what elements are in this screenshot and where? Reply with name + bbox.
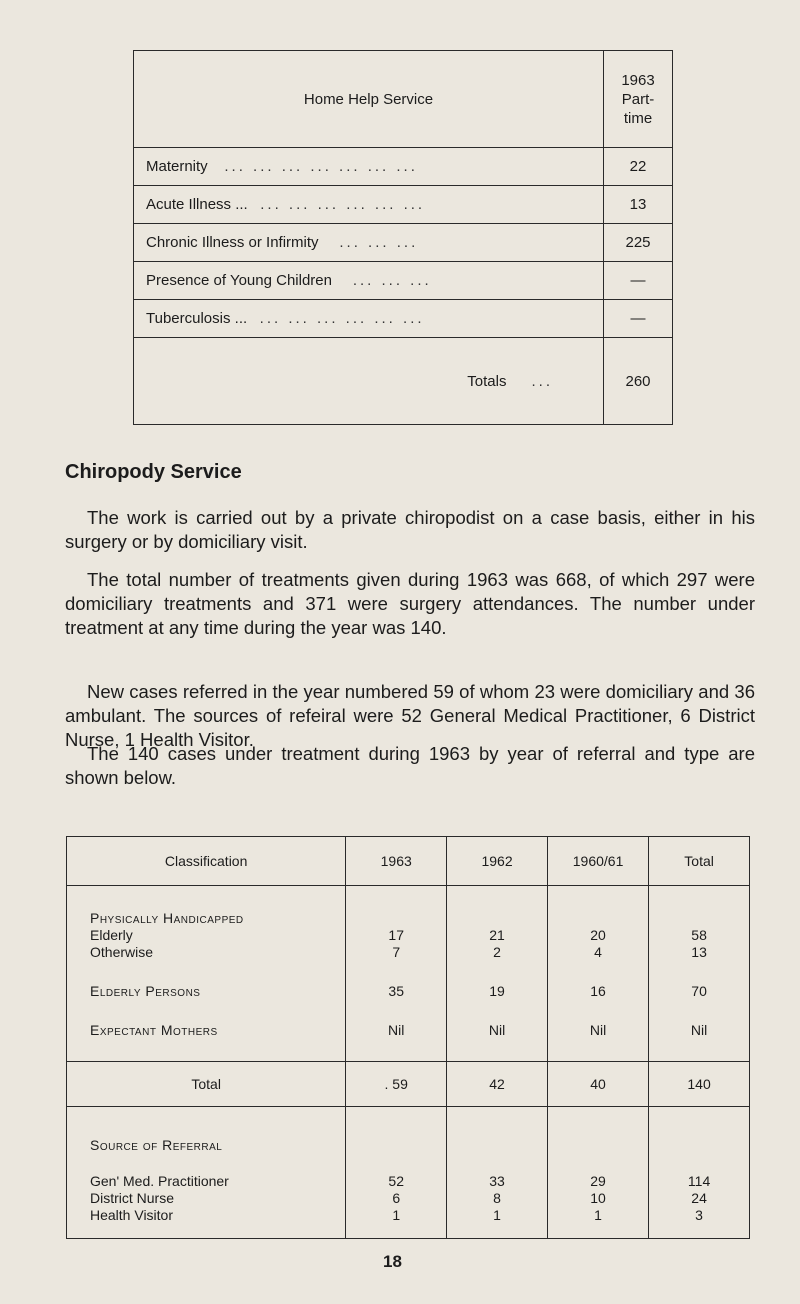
cell: 7 (392, 944, 401, 960)
totals-value: 260 (604, 338, 673, 425)
table-header-row (67, 837, 750, 886)
cell: 140 (649, 1062, 750, 1107)
table-row (134, 262, 673, 300)
cell: Nil (690, 1022, 708, 1038)
row-label: Elderly Persons (90, 983, 201, 999)
referral-body-row (67, 1107, 750, 1239)
leader-dots: ... ... ... (339, 234, 419, 251)
section-heading: Chiropody Service (65, 461, 242, 483)
classification-table (66, 836, 750, 1239)
column-header: Total (649, 837, 750, 886)
row-value: 225 (604, 224, 673, 262)
row-label (134, 148, 604, 186)
cell: 10 (590, 1190, 606, 1206)
table-row (134, 148, 673, 186)
cell: 4 (594, 944, 602, 960)
row-label-text: Chronic Illness or Infirmity (146, 234, 319, 251)
table-row (134, 186, 673, 224)
cell: 114 (687, 1173, 711, 1189)
row-label (134, 186, 604, 224)
col-1963 (346, 886, 447, 1062)
group-label: Physically Handicapped (90, 910, 244, 926)
header-parttime-1: Part- (621, 90, 655, 108)
column-header: 1962 (447, 837, 548, 886)
cell: 1 (493, 1207, 501, 1223)
row-label (134, 262, 604, 300)
home-help-header-row (134, 51, 673, 148)
cell: 1 (594, 1207, 602, 1223)
cell: 35 (388, 983, 404, 999)
cell: 2 (493, 944, 501, 960)
cell: 19 (489, 983, 505, 999)
cell: 21 (489, 927, 505, 943)
table-row (134, 224, 673, 262)
totals-label-text: Totals (467, 372, 507, 390)
col-1962 (447, 1107, 548, 1239)
classification-body-row (67, 886, 750, 1062)
cell: 16 (590, 983, 606, 999)
row-label-text: Presence of Young Children (146, 272, 332, 289)
paragraph: New cases referred in the year numbered 59 of whom 23 were domiciliary and 36 ambulant. The sources of refeiral were 52 General Medical Practitioner, 6 District Nurse, 1 Health Visitor. (65, 681, 755, 750)
cell: 52 (388, 1173, 404, 1189)
row-value: — (604, 300, 673, 338)
row-label-text: Maternity (146, 158, 208, 175)
header-parttime-2: time (623, 109, 653, 127)
totals-row (134, 338, 673, 425)
row-value: — (604, 262, 673, 300)
header-year: 1963 (621, 71, 655, 89)
leader-dots: ... ... ... ... ... ... ... (224, 158, 418, 175)
classification-labels (67, 886, 346, 1062)
row-label: Health Visitor (90, 1207, 174, 1223)
cell: 17 (388, 927, 404, 943)
row-label-text: Acute Illness ... (146, 196, 248, 213)
totals-label (134, 338, 604, 425)
leader-dots: ... (531, 372, 553, 390)
cell: 8 (493, 1190, 501, 1206)
row-label-text: Tuberculosis ... (146, 310, 248, 327)
col-1962 (447, 886, 548, 1062)
cell: Nil (388, 1022, 405, 1038)
col-total (649, 886, 750, 1062)
paragraph: The total number of treatments given during 1963 was 668, of which 297 were domiciliary treatments and 371 were surgery attendances. The number under treatment at any time during the year was 140. (65, 569, 755, 638)
cell: 33 (489, 1173, 505, 1189)
col-total (649, 1107, 750, 1239)
cell: 70 (691, 983, 707, 999)
cell: Nil (488, 1022, 506, 1038)
paragraph: The work is carried out by a private chiropodist on a case basis, either in his surgery or by domiciliary visit. (65, 507, 755, 552)
referral-labels (67, 1107, 346, 1239)
total-row (67, 1062, 750, 1107)
leader-dots: ... ... ... ... ... ... (259, 310, 425, 327)
column-header: 1960/61 (547, 837, 648, 886)
page-number: 18 (383, 1252, 402, 1271)
cell: 13 (691, 944, 707, 960)
group-label: Source of Referral (90, 1137, 223, 1153)
row-label: Expectant Mothers (90, 1022, 218, 1038)
row-label (134, 300, 604, 338)
row-label: District Nurse (90, 1190, 175, 1206)
leader-dots: ... ... ... (352, 272, 432, 289)
row-label: Gen' Med. Practitioner (90, 1173, 229, 1189)
col-1960-61 (547, 1107, 648, 1239)
column-header: Classification (67, 837, 346, 886)
cell: 42 (447, 1062, 548, 1107)
paragraph: The 140 cases under treatment during 1963 by year of referral and type are shown below. (65, 743, 755, 788)
cell: 6 (392, 1190, 401, 1206)
cell: 24 (691, 1190, 707, 1206)
column-header: 1963 (346, 837, 447, 886)
col-1963 (346, 1107, 447, 1239)
home-help-table (133, 50, 673, 425)
table-row (134, 300, 673, 338)
col-1960-61 (547, 886, 648, 1062)
cell: Nil (589, 1022, 607, 1038)
cell: . 59 (346, 1062, 447, 1107)
cell: 58 (691, 927, 707, 943)
cell: 20 (590, 927, 606, 943)
row-label (134, 224, 604, 262)
home-help-header-year (604, 51, 673, 148)
cell: 29 (590, 1173, 606, 1189)
leader-dots: ... ... ... ... ... ... (260, 196, 426, 213)
row-value: 22 (604, 148, 673, 186)
home-help-header-service: Home Help Service (134, 51, 604, 148)
row-value: 13 (604, 186, 673, 224)
cell: 1 (392, 1207, 401, 1223)
total-label: Total (67, 1062, 346, 1107)
row-label: Elderly (90, 927, 133, 943)
row-label: Otherwise (90, 944, 154, 960)
cell: 3 (695, 1207, 703, 1223)
cell: 40 (547, 1062, 648, 1107)
